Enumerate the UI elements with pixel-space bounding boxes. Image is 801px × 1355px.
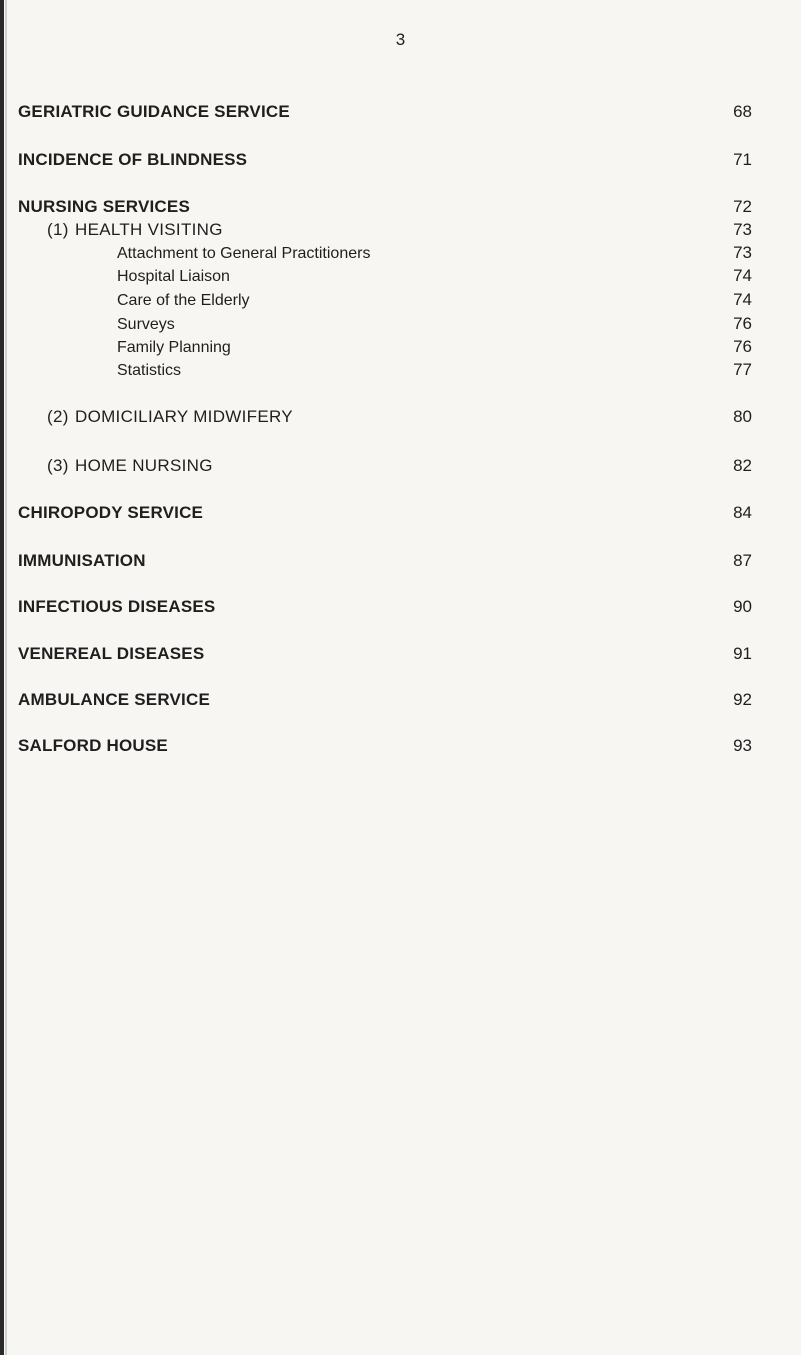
toc-entry-venereal-diseases	[18, 643, 752, 665]
toc-entry-number: (1)	[47, 220, 69, 239]
toc-entry-surveys	[18, 313, 752, 336]
toc-entry-page: 71	[733, 150, 752, 169]
toc-entry-label: SALFORD HOUSE	[18, 736, 168, 755]
toc-entry-nursing-services	[18, 196, 752, 218]
toc-entry-number: (3)	[47, 456, 69, 475]
toc-entry-page: 90	[733, 597, 752, 616]
toc-entry-page: 77	[733, 360, 752, 379]
toc-entry-label: CHIROPODY SERVICE	[18, 503, 204, 522]
toc-entry-page: 87	[733, 551, 752, 570]
toc-entry-label	[18, 219, 223, 241]
toc-entry-page: 92	[733, 690, 752, 709]
toc-entry-page: 76	[733, 337, 752, 356]
toc-entry-title: HEALTH VISITING	[75, 220, 223, 239]
toc-entry-salford-house	[18, 735, 752, 757]
toc-entry-label: NURSING SERVICES	[18, 197, 190, 216]
toc-entry-label: INFECTIOUS DISEASES	[18, 597, 216, 616]
toc-entry-label: GERIATRIC GUIDANCE SERVICE	[18, 102, 290, 121]
toc-entry-title: DOMICILIARY MIDWIFERY	[75, 407, 293, 426]
toc-entry-label: VENEREAL DISEASES	[18, 644, 205, 663]
toc-entry-label: Family Planning	[117, 339, 231, 356]
toc-entry-infectious-diseases	[18, 596, 752, 618]
toc-entry-chiropody	[18, 502, 752, 524]
toc-entry-family-planning	[18, 336, 752, 359]
toc-entry-label: Hospital Liaison	[117, 268, 230, 285]
toc-entry-care-elderly	[18, 289, 752, 312]
toc-entry-page: 76	[733, 314, 752, 333]
toc-entry-attachment-gp	[18, 242, 752, 265]
toc-entry-label: IMMUNISATION	[18, 551, 146, 570]
toc-entry-page: 68	[733, 102, 752, 121]
page-binding-edge	[0, 0, 4, 1355]
toc-entry-label	[18, 455, 213, 477]
toc-entry-page: 82	[733, 456, 752, 475]
toc-entry-page: 72	[733, 197, 752, 216]
toc-entry-immunisation	[18, 550, 752, 572]
toc-entry-label	[18, 406, 293, 428]
toc-entry-label: Surveys	[117, 316, 175, 333]
toc-entry-page: 74	[733, 290, 752, 309]
toc-entry-statistics	[18, 359, 752, 382]
page-number: 3	[395, 30, 406, 49]
toc-entry-page: 73	[733, 220, 752, 239]
toc-entry-domiciliary-midwifery	[18, 406, 752, 428]
toc-entry-hospital-liaison	[18, 265, 752, 288]
toc-entry-page: 73	[733, 243, 752, 262]
toc-entry-page: 84	[733, 503, 752, 522]
toc-entry-label: Care of the Elderly	[117, 292, 250, 309]
toc-entry-label: Statistics	[117, 362, 182, 379]
toc-entry-ambulance	[18, 689, 752, 711]
toc-entry-health-visiting	[18, 219, 752, 241]
toc-entry-geriatric-guidance	[18, 101, 752, 123]
toc-entry-title: HOME NURSING	[75, 456, 213, 475]
toc-entry-page: 93	[733, 736, 752, 755]
toc-entry-incidence-of-blindness	[18, 149, 752, 171]
toc-entry-page: 91	[733, 644, 752, 663]
toc-entry-page: 80	[733, 407, 752, 426]
toc-entry-label: INCIDENCE OF BLINDNESS	[18, 150, 248, 169]
toc-entry-home-nursing	[18, 455, 752, 477]
toc-entry-number: (2)	[47, 407, 69, 426]
toc-entry-label: Attachment to General Practitioners	[117, 245, 371, 262]
page-binding-shadow	[5, 0, 7, 1355]
toc-entry-page: 74	[733, 266, 752, 285]
toc-entry-label: AMBULANCE SERVICE	[18, 690, 210, 709]
